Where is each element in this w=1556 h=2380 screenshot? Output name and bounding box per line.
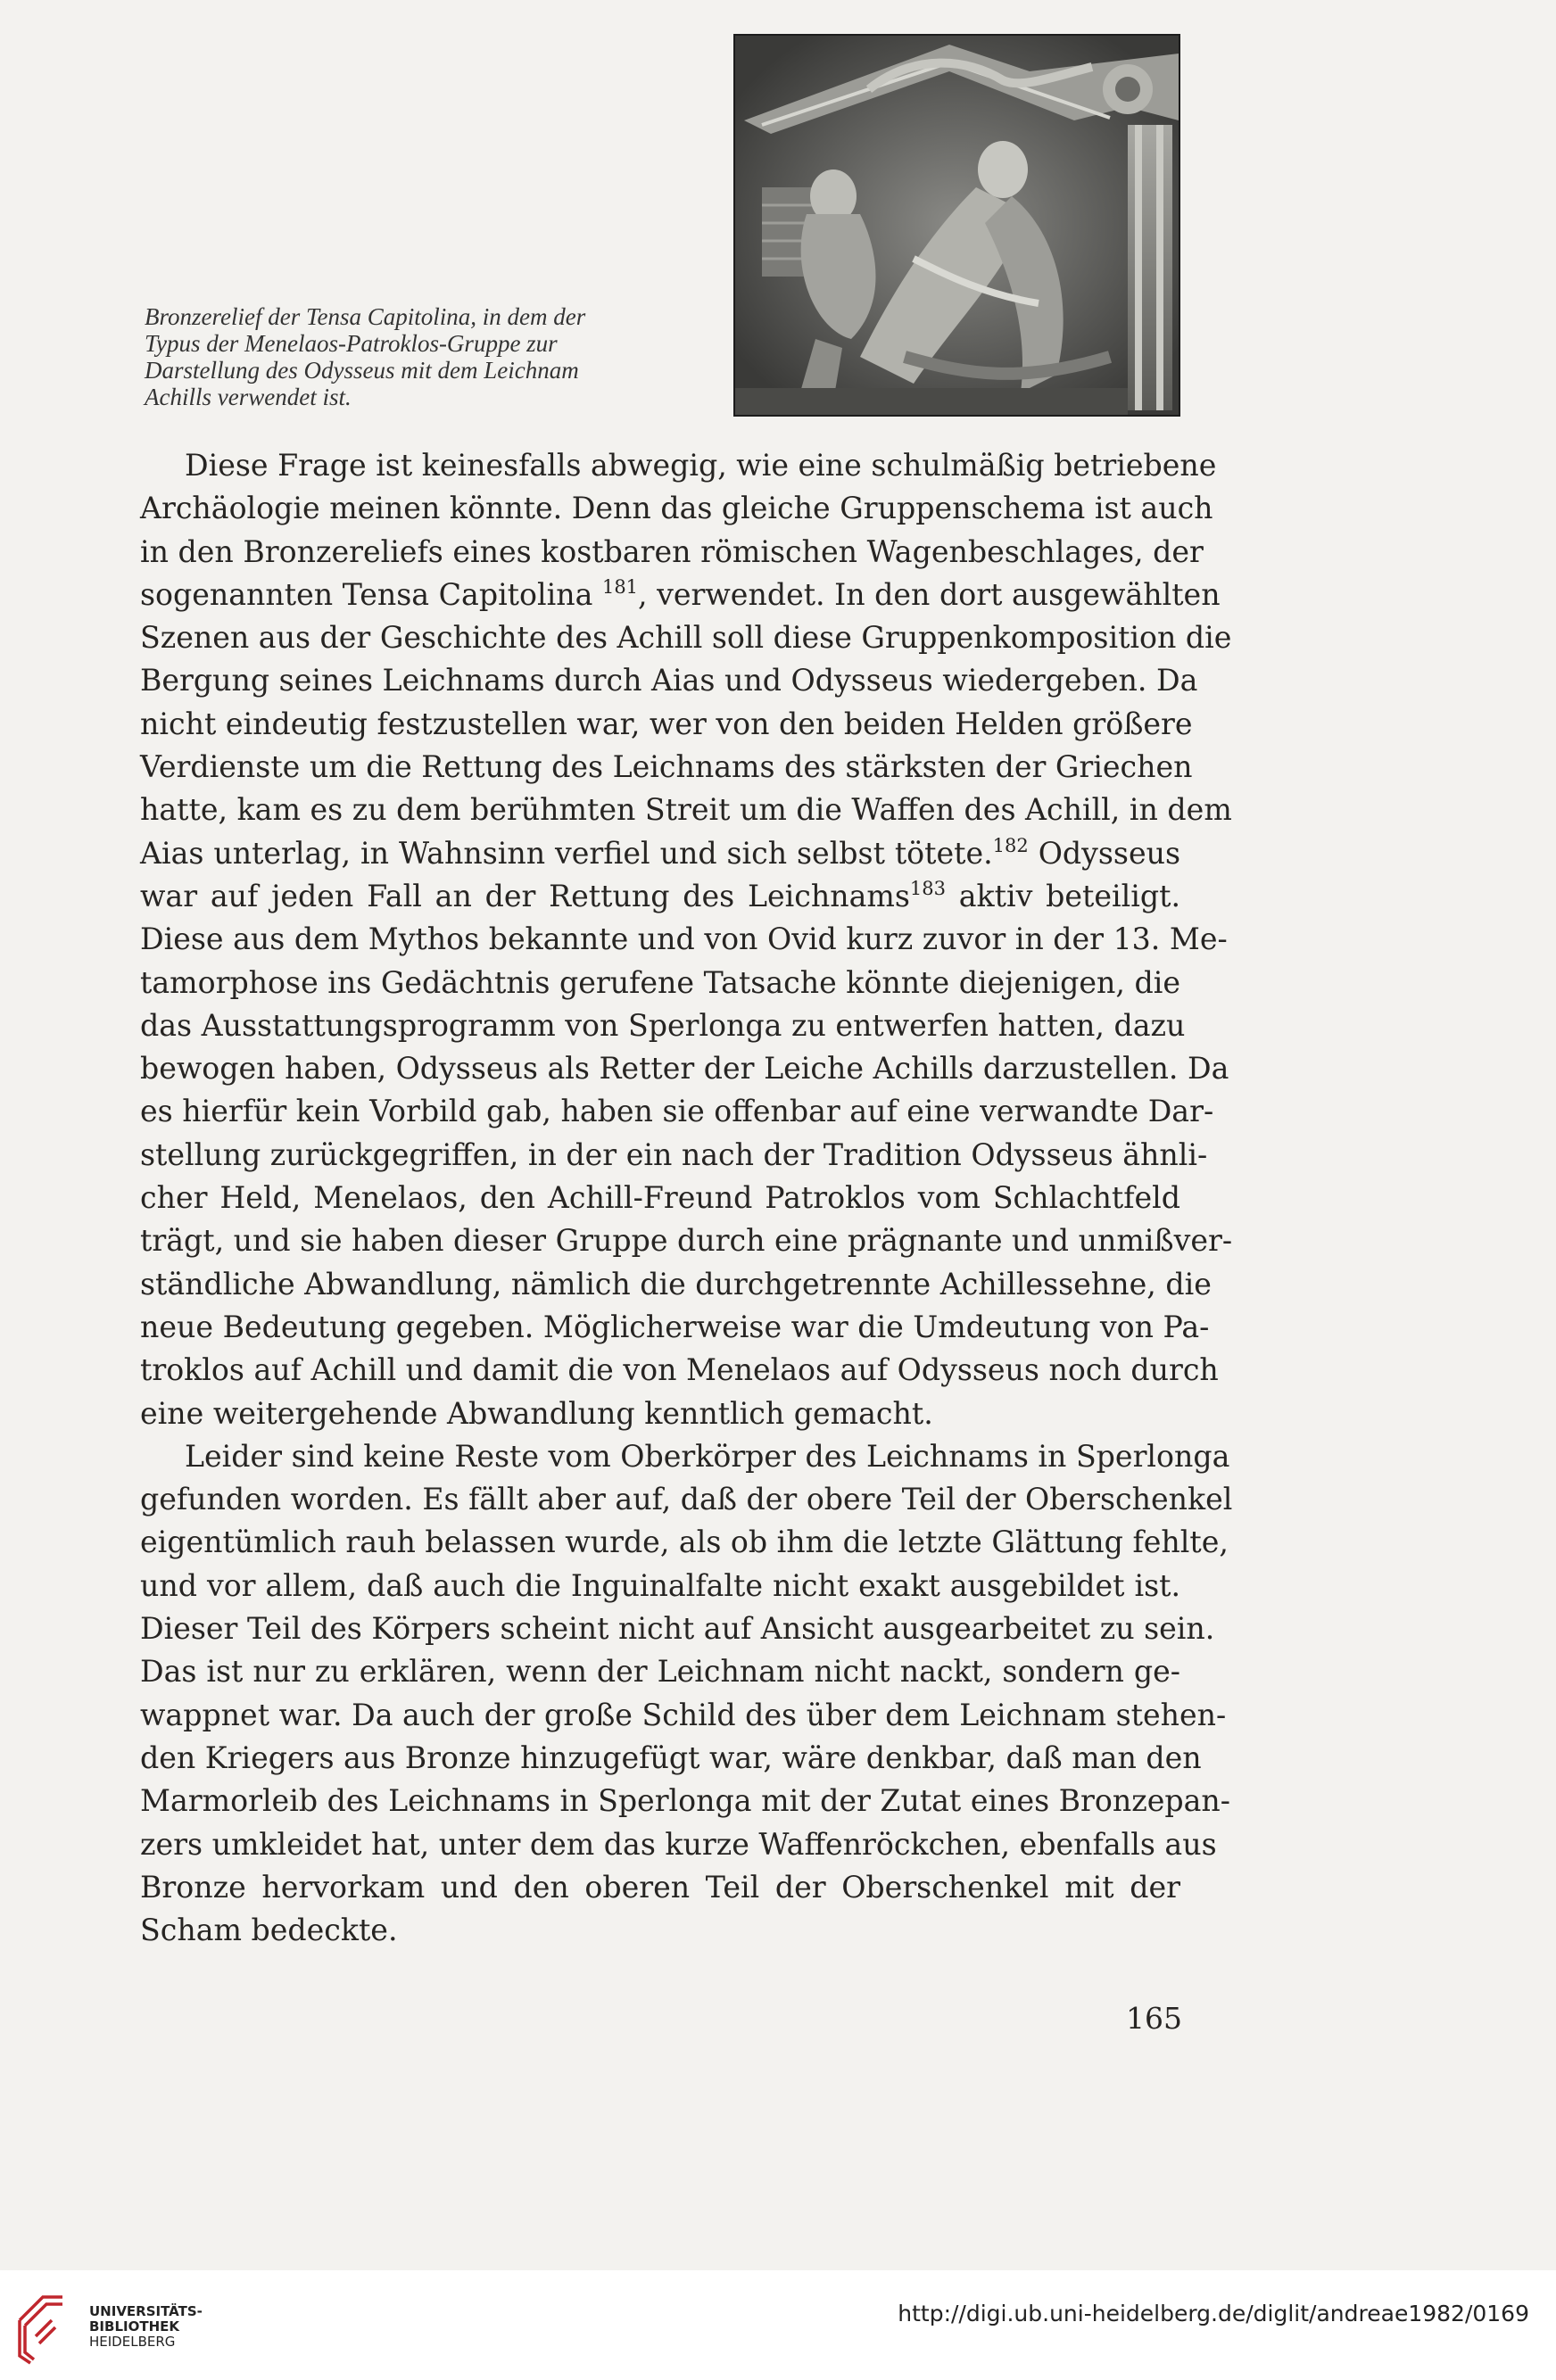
page-number: 165: [1126, 2001, 1182, 2036]
text-line: Archäologie meinen könnte. Denn das gleiche Gruppenschema ist auch: [140, 491, 1213, 526]
text-line: hatte, kam es zu dem berühmten Streit um die Waffen des Achill, in dem: [140, 792, 1232, 828]
text-line: zers umkleidet hat, unter dem das kurze Waffenröckchen, ebenfalls aus: [140, 1826, 1217, 1862]
permalink-url[interactable]: http://digi.ub.uni-heidelberg.de/diglit/andreae1982/0169: [898, 2301, 1529, 2326]
text-line: Dieser Teil des Körpers scheint nicht auf Ansicht ausgearbeitet zu sein.: [140, 1611, 1215, 1647]
text-line: bewogen haben, Odysseus als Retter der Leiche Achills darzustellen. Da: [140, 1051, 1229, 1087]
bronze-relief-photo: [733, 34, 1180, 417]
text-segment: Odysseus: [1028, 835, 1180, 871]
library-logo-icon: [16, 2285, 66, 2367]
library-name-line: BIBLIOTHEK: [89, 2318, 179, 2335]
relief-image: [735, 36, 1179, 415]
footer-bar: [0, 2270, 1556, 2380]
text-line: Diese Frage ist keinesfalls abwegig, wie eine schulmäßig betriebene: [185, 448, 1217, 483]
caption-line: Darstellung des Odysseus mit dem Leichnam: [145, 357, 579, 384]
text-line: cher Held, Menelaos, den Achill-Freund Patroklos vom Schlachtfeld: [140, 1180, 1180, 1216]
caption-line: Typus der Menelaos-Patroklos-Gruppe zur: [145, 330, 558, 357]
body-text: [140, 444, 1233, 1952]
text-segment: Aias unterlag, in Wahnsinn verfiel und sich selbst tötete.: [140, 835, 993, 871]
text-line: Bergung seines Leichnams durch Aias und Odysseus wiedergeben. Da: [140, 663, 1198, 698]
text-line: Bronze hervorkam und den oberen Teil der Oberschenkel mit der: [140, 1869, 1180, 1905]
text-line: es hierfür kein Vorbild gab, haben sie offenbar auf eine verwandte Dar-: [140, 1094, 1214, 1129]
text-line: troklos auf Achill und damit die von Menelaos auf Odysseus noch durch: [140, 1352, 1219, 1388]
text-line: gefunden worden. Es fällt aber auf, daß der obere Teil der Oberschenkel: [140, 1482, 1233, 1517]
library-name: [89, 2304, 203, 2350]
text-line: wappnet war. Da auch der große Schild des über dem Leichnam stehen-: [140, 1697, 1227, 1732]
library-name-line: UNIVERSITÄTS-: [89, 2303, 203, 2319]
text-line: trägt, und sie haben dieser Gruppe durch eine prägnante und unmißver-: [140, 1223, 1233, 1259]
text-segment: sogenannten Tensa Capitolina: [140, 576, 602, 612]
text-line: Verdienste um die Rettung des Leichnams des stärksten der Griechen: [140, 749, 1193, 785]
text-line: [140, 832, 1180, 875]
text-line: tamorphose ins Gedächtnis gerufene Tatsache könnte diejenigen, die: [140, 964, 1180, 1000]
footnote-ref: 182: [992, 834, 1029, 856]
text-line: stellung zurückgegriffen, in der ein nach der Tradition Odysseus ähnli-: [140, 1136, 1208, 1172]
text-line: und vor allem, daß auch die Inguinalfalte nicht exakt ausgebildet ist.: [140, 1567, 1180, 1603]
text-line: [140, 574, 1221, 616]
text-line: Marmorleib des Leichnams in Sperlonga mit der Zutat eines Bronzepan-: [140, 1783, 1231, 1819]
text-line: den Kriegers aus Bronze hinzugefügt war, wäre denkbar, daß man den: [140, 1740, 1202, 1775]
text-line: das Ausstattungsprogramm von Sperlonga zu entwerfen hatten, dazu: [140, 1007, 1186, 1043]
text-line: Leider sind keine Reste vom Oberkörper des Leichnams in Sperlonga: [185, 1438, 1230, 1474]
caption-line: Achills verwendet ist.: [145, 384, 352, 410]
text-segment: war auf jeden Fall an der Rettung des Leichnams: [140, 878, 910, 913]
text-segment: aktiv beteiligt.: [945, 878, 1180, 913]
text-line: Das ist nur zu erklären, wenn der Leichnam nicht nackt, sondern ge-: [140, 1654, 1180, 1690]
library-name-line: HEIDELBERG: [89, 2334, 176, 2350]
text-line: eigentümlich rauh belassen wurde, als ob ihm die letzte Glättung fehlte,: [140, 1525, 1229, 1560]
text-line: Diese aus dem Mythos bekannte und von Ovid kurz zuvor in der 13. Me-: [140, 921, 1228, 957]
figure-caption: [145, 303, 698, 410]
text-segment: , verwendet. In den dort ausgewählten: [638, 576, 1221, 612]
text-line: Szenen aus der Geschichte des Achill soll diese Gruppenkomposition die: [140, 620, 1232, 656]
text-line: nicht eindeutig festzustellen war, wer von den beiden Helden größere: [140, 706, 1193, 741]
caption-line: Bronzerelief der Tensa Capitolina, in dem der: [145, 303, 586, 330]
text-line: neue Bedeutung gegeben. Möglicherweise war die Umdeutung von Pa-: [140, 1309, 1210, 1344]
text-line: in den Bronzereliefs eines kostbaren römischen Wagenbeschlages, der: [140, 533, 1204, 569]
footnote-ref: 183: [909, 877, 946, 899]
text-line: eine weitergehende Abwandlung kenntlich gemacht.: [140, 1395, 933, 1431]
text-line: ständliche Abwandlung, nämlich die durchgetrennte Achillessehne, die: [140, 1266, 1212, 1302]
footnote-ref: 181: [601, 575, 639, 598]
text-line: [140, 875, 1180, 918]
text-line: Scham bedeckte.: [140, 1913, 398, 1948]
